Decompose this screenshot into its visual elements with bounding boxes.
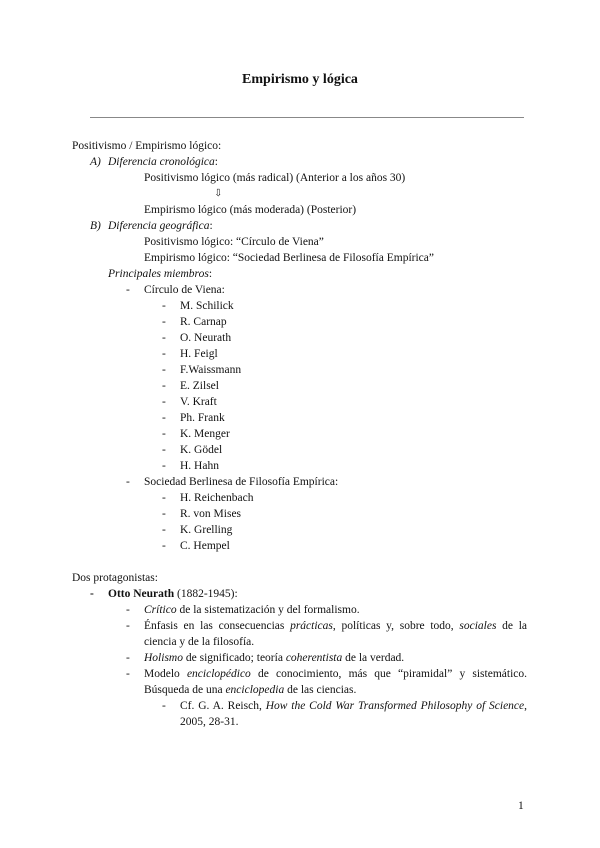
list-item: K. Gödel bbox=[180, 444, 223, 456]
list-item: H. Feigl bbox=[180, 348, 218, 360]
ref-dash: - bbox=[162, 700, 166, 712]
point-5-a: Cf. G. A. Reisch, bbox=[180, 700, 266, 712]
list-dash: - bbox=[162, 460, 166, 472]
point-1-em: Crítico bbox=[144, 604, 177, 616]
list-dash: - bbox=[162, 508, 166, 520]
list-item: H. Reichenbach bbox=[180, 492, 254, 504]
section-b-colon: : bbox=[209, 220, 213, 232]
list-dash: - bbox=[162, 396, 166, 408]
page-title: Empirismo y lógica bbox=[242, 72, 358, 87]
list-dash: - bbox=[162, 524, 166, 536]
list-item: F.Waissmann bbox=[180, 364, 242, 376]
group-berlin-name: Sociedad Berlinesa de Filosofía Empírica: bbox=[144, 476, 339, 488]
section-a-line2: Empirismo lógico (más moderada) (Posterior) bbox=[144, 204, 357, 216]
section-a-marker: A) bbox=[90, 156, 101, 168]
list-item: O. Neurath bbox=[180, 332, 232, 344]
intro-heading: Positivismo / Empirismo lógico: bbox=[72, 140, 222, 152]
point-3-a: Holismo bbox=[144, 652, 183, 664]
point-5-c: , 2005, 28-31. bbox=[180, 700, 528, 728]
section-a-label: Diferencia cronológica bbox=[108, 156, 215, 168]
list-item: M. Schilick bbox=[180, 300, 234, 312]
point-2-b: prácticas bbox=[290, 620, 333, 632]
point-2-a: Énfasis en las consecuencias bbox=[144, 620, 291, 632]
list-item: R. von Mises bbox=[180, 508, 242, 520]
point-4-e: de las ciencias. bbox=[284, 684, 357, 696]
section-a-colon: : bbox=[214, 156, 218, 168]
list-item: K. Grelling bbox=[180, 524, 233, 536]
group-dash: - bbox=[126, 476, 130, 488]
point-3-b: de significado; teoría bbox=[182, 652, 286, 664]
point-4-c: de conocimiento, más que “piramidal” y sistemático. Búsqueda de una bbox=[144, 668, 527, 696]
section-b-line2: Empirismo lógico: “Sociedad Berlinesa de Filosofía Empírica” bbox=[144, 252, 434, 264]
point-dash: - bbox=[126, 620, 130, 632]
point-5-b: How the Cold War Transformed Philosophy of Science bbox=[265, 700, 525, 712]
list-dash: - bbox=[162, 364, 166, 376]
point-4-a: Modelo bbox=[144, 668, 187, 680]
section-b-label: Diferencia geográfica bbox=[108, 220, 210, 232]
point-1 bbox=[144, 602, 360, 618]
down-arrow-icon: ⇩ bbox=[214, 188, 223, 199]
list-item: K. Menger bbox=[180, 428, 230, 440]
section-b-marker: B) bbox=[90, 220, 101, 232]
list-dash: - bbox=[162, 348, 166, 360]
list-item: E. Zilsel bbox=[180, 380, 219, 392]
section-a-heading bbox=[108, 154, 218, 170]
list-dash: - bbox=[162, 332, 166, 344]
point-4 bbox=[144, 666, 527, 698]
point-1-rest: de la sistematización y del formalismo. bbox=[176, 604, 360, 616]
point-2-e: de la ciencia y de la filosofía. bbox=[144, 620, 528, 648]
title-rule bbox=[90, 117, 524, 118]
group-vienna-name: Círculo de Viena: bbox=[144, 284, 225, 296]
point-dash: - bbox=[126, 652, 130, 664]
list-dash: - bbox=[162, 316, 166, 328]
point-5 bbox=[180, 698, 527, 730]
list-dash: - bbox=[162, 380, 166, 392]
point-3-c: coherentista bbox=[285, 652, 343, 664]
list-dash: - bbox=[162, 412, 166, 424]
list-dash: - bbox=[162, 300, 166, 312]
section-a-line1: Positivismo lógico (más radical) (Anterior a los años 30) bbox=[144, 172, 406, 184]
point-3 bbox=[144, 650, 404, 666]
point-2-d: sociales bbox=[459, 620, 497, 632]
point-dash: - bbox=[126, 668, 130, 680]
members-label: Principales miembros bbox=[108, 268, 209, 280]
point-2-c: , políticas y, sobre todo, bbox=[332, 620, 460, 632]
list-item: R. Carnap bbox=[180, 316, 227, 328]
protagonist-dates: (1882-1945): bbox=[174, 588, 238, 600]
group-dash: - bbox=[126, 284, 130, 296]
point-2 bbox=[144, 618, 527, 650]
list-item: V. Kraft bbox=[180, 396, 217, 408]
list-item: Ph. Frank bbox=[180, 412, 225, 424]
point-dash: - bbox=[126, 604, 130, 616]
members-colon: : bbox=[208, 268, 213, 280]
list-dash: - bbox=[162, 444, 166, 456]
list-dash: - bbox=[162, 540, 166, 552]
point-4-b: enciclopédico bbox=[186, 668, 251, 680]
list-dash: - bbox=[162, 428, 166, 440]
protagonist-name: Otto Neurath bbox=[108, 588, 175, 600]
members-heading bbox=[108, 266, 212, 282]
point-4-d: enciclopedia bbox=[225, 684, 285, 696]
list-item: H. Hahn bbox=[180, 460, 219, 472]
protagonist-entry bbox=[108, 586, 238, 602]
list-item: C. Hempel bbox=[180, 540, 230, 552]
list-dash: - bbox=[162, 492, 166, 504]
page-number: 1 bbox=[518, 800, 524, 812]
point-3-d: de la verdad. bbox=[342, 652, 405, 664]
section-b-line1: Positivismo lógico: “Círculo de Viena” bbox=[144, 236, 324, 248]
section-b-heading bbox=[108, 218, 213, 234]
protagonists-heading: Dos protagonistas: bbox=[72, 572, 158, 584]
protagonist-dash: - bbox=[90, 588, 94, 600]
